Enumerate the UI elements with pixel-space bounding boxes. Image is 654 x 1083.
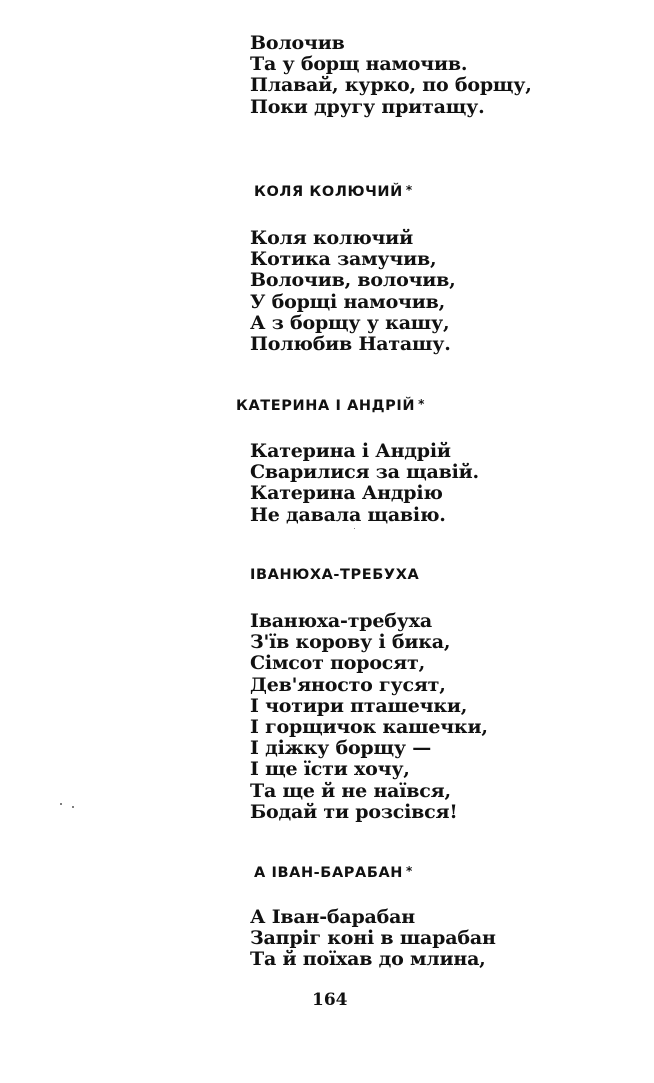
poem-line: Котика замучив,: [250, 248, 437, 271]
poem-line: А з борщу у кашу,: [250, 311, 450, 334]
poem-line: І діжку борщу —: [250, 737, 432, 760]
poem-line: І горщичок кашечки,: [250, 716, 488, 739]
poem-line: Полюбив Наташу.: [250, 333, 451, 356]
poem-title-ivan: [254, 864, 413, 881]
poem-line: У борщі намочив,: [250, 290, 446, 313]
poem-line: Сварилися за щавій.: [250, 461, 479, 484]
poem-line: Та у борщ намочив.: [250, 53, 468, 76]
poem-line: Та й поїхав до млина,: [250, 948, 486, 971]
poem-line: Коля колючий: [250, 227, 413, 249]
scan-speck: [72, 806, 74, 808]
poem-line: Катерина Андрію: [250, 482, 443, 505]
poem-line: Волочив: [250, 32, 345, 54]
scan-speck: [354, 528, 355, 529]
poem-title-text: КАТЕРИНА І АНДРІЙ: [236, 398, 416, 414]
poem-line: Сімсот поросят,: [250, 652, 426, 675]
poem-line: А Іван-барабан: [250, 906, 415, 928]
poem-line: Волочив, волочив,: [250, 269, 456, 292]
poem-line: Запріг коні в шарабан: [250, 927, 496, 950]
poem-line: З'їв корову і бика,: [250, 631, 451, 654]
poem-line: І чотири пташечки,: [250, 694, 468, 717]
poem-line: Не давала щавію.: [250, 503, 446, 526]
poem-line: Катерина і Андрій: [250, 440, 451, 462]
poem-line: Плавай, курко, по борщу,: [250, 74, 532, 97]
poem-title-kolia: [254, 183, 413, 200]
asterisk-mark: *: [405, 183, 413, 197]
poem-kolia-stanza: [250, 228, 456, 355]
poem-title-text: ІВАНЮХА-ТРЕБУХА: [250, 567, 420, 583]
poem-line: Дев'яносто гусят,: [250, 673, 446, 696]
poem-line: Та ще й не наївся,: [250, 779, 451, 802]
poem-title-kateryna: [236, 397, 425, 414]
poem-ivaniukha-stanza: [250, 611, 488, 823]
poem-kateryna-stanza: [250, 441, 479, 526]
poem-title-text: А ІВАН-БАРАБАН: [254, 865, 404, 881]
page-number: 164: [312, 990, 348, 1010]
poem-line: І ще їсти хочу,: [250, 758, 410, 781]
scan-speck: [60, 803, 62, 805]
asterisk-mark: *: [418, 397, 425, 411]
poem-line: Іванюха-требуха: [250, 610, 432, 632]
poem-top-stanza: [250, 33, 532, 118]
poem-line: Бодай ти розсівся!: [250, 800, 458, 823]
poem-title-ivaniukha: [250, 567, 419, 583]
asterisk-mark: *: [406, 864, 413, 878]
poem-ivan-stanza: [250, 907, 496, 971]
poem-title-text: КОЛЯ КОЛЮЧИЙ: [254, 184, 403, 200]
poem-line: Поки другу притащу.: [250, 95, 485, 118]
